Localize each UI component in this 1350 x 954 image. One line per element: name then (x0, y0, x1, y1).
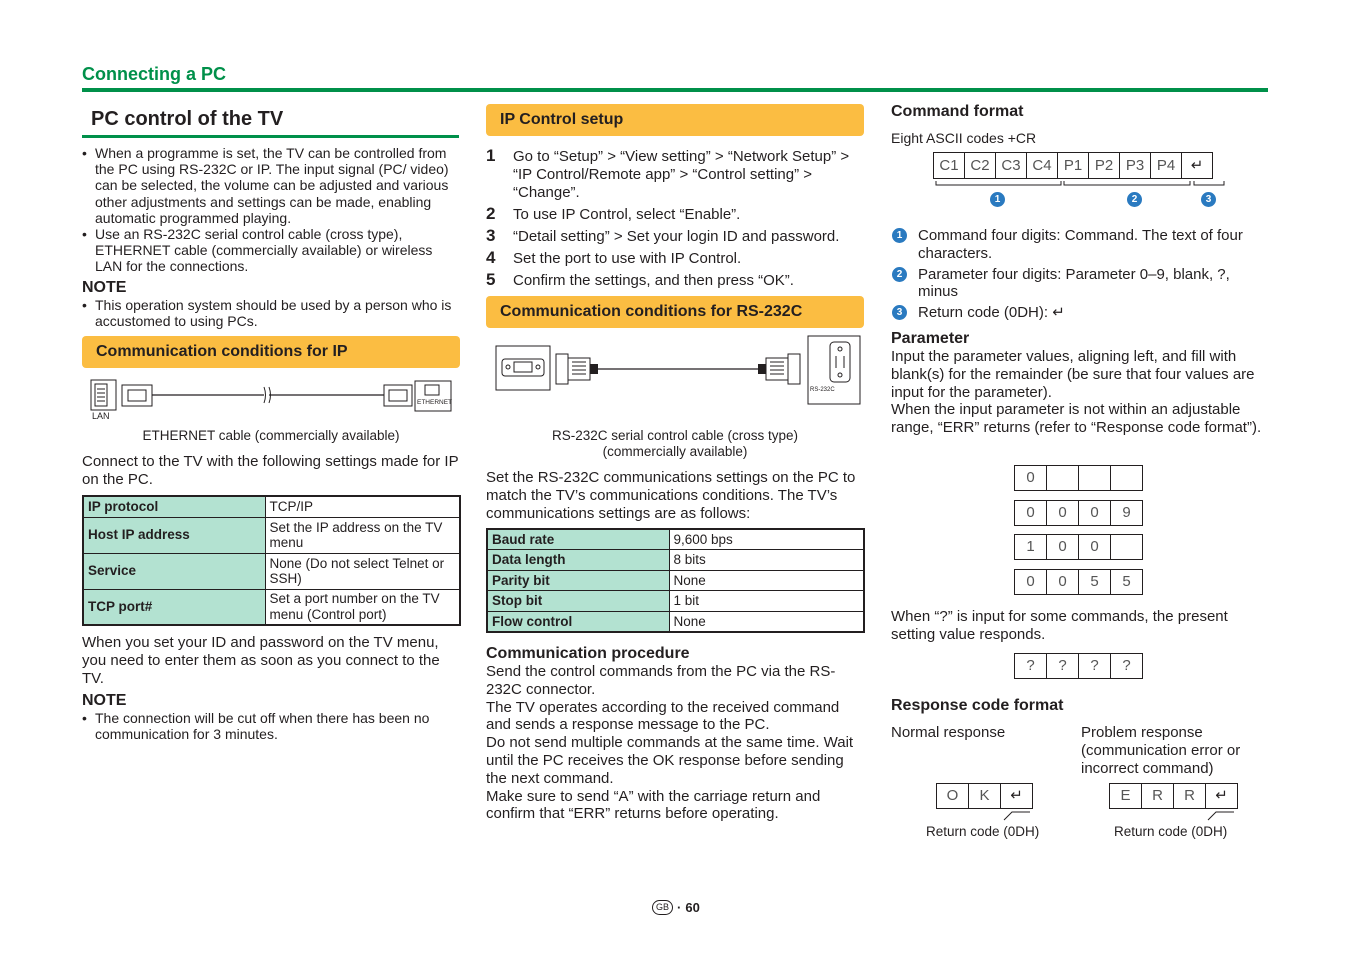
param-cell: 5 (1078, 569, 1111, 595)
response-cell: E (1109, 783, 1142, 809)
step-2 (486, 206, 864, 224)
table-row (83, 553, 460, 589)
param-cell (1110, 534, 1143, 560)
step-number: 2 (486, 204, 496, 223)
rs232c-port-label: RS-232C (810, 387, 835, 393)
list-item: • Use an RS-232C serial control cable (cross type), ETHERNET cable (commercially available) or wireless LAN for the connections. (82, 226, 460, 275)
note-title: NOTE (82, 279, 127, 296)
command-brackets (934, 180, 1226, 192)
param-cell (1110, 465, 1143, 491)
command-cell: C1 (933, 152, 965, 179)
table-value: 1 bit (669, 591, 864, 612)
paragraph: Do not send multiple commands at the same time. Wait until the PC receives the OK response before sending the next command. (486, 734, 854, 787)
question-cells (1015, 653, 1143, 679)
ip-intro: Connect to the TV with the following settings made for IP on the PC. (82, 453, 459, 488)
step-text: “Detail setting” > Set your login ID and password. (513, 228, 840, 245)
marker-2: 2 (1127, 192, 1142, 207)
table-value: None (669, 611, 864, 632)
marker-2: 2 (892, 267, 907, 282)
intro-bullets (82, 145, 460, 275)
table-key: Service (83, 553, 265, 589)
command-cell: C4 (1026, 152, 1058, 179)
param-cell: 0 (1078, 534, 1111, 560)
ethernet-label: ETHERNET (417, 399, 453, 406)
param-example-row (1015, 534, 1143, 560)
table-row (487, 550, 864, 571)
table-value: 8 bits (669, 550, 864, 571)
param-cell: 0 (1014, 465, 1047, 491)
return-code-caption: Return code (0DH) (1114, 824, 1228, 839)
table-key: Data length (487, 550, 669, 571)
parameter-title: Parameter (891, 330, 970, 347)
marker-1: 1 (892, 228, 907, 243)
parameter-text (891, 348, 1269, 437)
command-format-subtitle: Eight ASCII codes +CR (891, 130, 1037, 146)
table-row (83, 517, 460, 553)
step-number: 5 (486, 270, 496, 289)
param-cell: 0 (1078, 500, 1111, 526)
question-cell: ? (1014, 653, 1047, 679)
marker-1: 1 (990, 192, 1005, 207)
explanation-text: Return code (0DH): ↵ (918, 304, 1065, 322)
response-cell: O (936, 783, 969, 809)
param-cell: 5 (1110, 569, 1143, 595)
param-cell: 1 (1014, 534, 1047, 560)
param-cell (1078, 465, 1111, 491)
problem-response-label: Problem response (communication error or incorrect command) (1081, 724, 1241, 777)
rs232c-conditions-bar: Communication conditions for RS-232C (486, 296, 864, 328)
param-cell: 0 (1014, 500, 1047, 526)
format-explanations (891, 227, 1268, 322)
step-1 (486, 148, 864, 201)
list-item: • This operation system should be used by a person who is accustomed to using PCs. (82, 297, 460, 329)
table-value: Set the IP address on the TV menu (265, 517, 460, 553)
ip-settings-table (82, 495, 461, 626)
callout-pointer (1204, 808, 1240, 822)
table-value: 9,600 bps (669, 529, 864, 550)
table-row (487, 570, 864, 591)
paragraph: When the input parameter is not within an adjustable range, “ERR” returns (refer to “Response code format”). (891, 401, 1262, 437)
list-item: • The connection will be cut off when there has been no communication for 3 minutes. (82, 710, 460, 742)
table-key: Host IP address (83, 517, 265, 553)
region-badge: GB (652, 900, 673, 915)
connector-left-icon (556, 354, 598, 384)
rs232c-intro: Set the RS-232C communications settings on the PC to match the TV’s communications conditions. The TV’s communications settings are as follows: (486, 469, 856, 522)
ethernet-cable-diagram (88, 375, 454, 423)
table-key: Stop bit (487, 591, 669, 612)
note-title: NOTE (82, 692, 127, 709)
step-text: Go to “Setup” > “View setting” > “Network Setup” > “IP Control/Remote app” > “Control setting” > “Change”. (513, 148, 850, 201)
explanation-item (891, 304, 1268, 322)
question-cell: ? (1078, 653, 1111, 679)
problem-response-cells (1110, 783, 1238, 809)
normal-response-cells (937, 783, 1033, 809)
question-cell: ? (1110, 653, 1143, 679)
param-cell: 0 (1046, 500, 1079, 526)
footer-separator: · (677, 900, 682, 915)
parameter-cell: P2 (1088, 152, 1120, 179)
marker-3: 3 (892, 305, 907, 320)
parameter-cell: P4 (1150, 152, 1182, 179)
step-text: To use IP Control, select “Enable”. (513, 206, 741, 223)
note-bullets (82, 710, 460, 742)
rs232c-settings-table (486, 528, 865, 633)
normal-response-label: Normal response (891, 724, 1006, 741)
table-row (487, 591, 864, 612)
explanation-text: Parameter four digits: Parameter 0–9, blank, ?, minus (918, 265, 1230, 301)
parameter-cell: P3 (1119, 152, 1151, 179)
paragraph: Make sure to send “A” with the carriage return and confirm that “ERR” returns before operating. (486, 787, 821, 823)
response-cell: R (1173, 783, 1206, 809)
page-footer (652, 900, 700, 915)
page-number: 60 (685, 900, 700, 915)
table-value: Set a port number on the TV menu (Control port) (265, 589, 460, 625)
table-key: Parity bit (487, 570, 669, 591)
paragraph: Input the parameter values, aligning left, and fill with blank(s) for the remainder (be sure that four values are input for the parameter). (891, 348, 1255, 401)
list-item: • When a programme is set, the TV can be controlled from the PC using RS-232C or IP. The input signal (PC/ video) can be selected, the volume can be adjusted and various other adjustments and settings can be made, enabling automatic programmed playing. (82, 145, 460, 226)
step-number: 3 (486, 226, 496, 245)
command-format-title: Command format (891, 103, 1024, 120)
step-3 (486, 228, 864, 246)
param-cell: 0 (1046, 569, 1079, 595)
response-format-title: Response code format (891, 697, 1064, 714)
command-cell: C2 (964, 152, 996, 179)
table-value: None (Do not select Telnet or SSH) (265, 553, 460, 589)
ethernet-port-icon (415, 381, 451, 411)
lan-port-icon (91, 380, 116, 410)
question-cell: ? (1046, 653, 1079, 679)
pc-serial-port-icon (496, 346, 550, 390)
page-title: PC control of the TV (82, 104, 459, 138)
step-number: 1 (486, 146, 496, 165)
marker-3: 3 (1201, 192, 1216, 207)
return-code-cell: ↵ (1181, 152, 1213, 179)
section-divider (82, 88, 1268, 92)
connector-right-icon (758, 354, 800, 384)
callout-pointer (1000, 808, 1036, 822)
parameter-cell: P1 (1057, 152, 1089, 179)
table-key: Baud rate (487, 529, 669, 550)
explanation-item (891, 227, 1268, 263)
table-key: Flow control (487, 611, 669, 632)
paragraph: Send the control commands from the PC via the RS-232C connector. (486, 663, 836, 698)
table-row (83, 589, 460, 625)
lan-label: LAN (92, 411, 110, 421)
table-row (83, 496, 460, 517)
response-cell: R (1141, 783, 1174, 809)
param-example-row (1015, 500, 1143, 526)
table-key: IP protocol (83, 496, 265, 517)
step-text: Set the port to use with IP Control. (513, 250, 742, 267)
question-text: When “?” is input for some commands, the present setting value responds. (891, 608, 1228, 643)
param-cell: 9 (1110, 500, 1143, 526)
table-key: TCP port# (83, 589, 265, 625)
note-bullets (82, 297, 460, 329)
section-header: Connecting a PC (82, 64, 227, 84)
table-row (487, 529, 864, 550)
step-number: 4 (486, 248, 496, 267)
step-4 (486, 250, 864, 268)
table-value: None (669, 570, 864, 591)
ip-conditions-bar: Communication conditions for IP (82, 336, 460, 368)
param-cell: 0 (1046, 534, 1079, 560)
rs232c-caption: RS-232C serial control cable (cross type) (commercially available) (551, 428, 799, 459)
response-cell: K (968, 783, 1001, 809)
ip-setup-bar: IP Control setup (486, 104, 864, 136)
param-cell (1046, 465, 1079, 491)
procedure-title: Communication procedure (486, 645, 690, 662)
step-text: Confirm the settings, and then press “OK”. (513, 272, 794, 289)
return-code-caption: Return code (0DH) (926, 824, 1040, 839)
return-code-cell: ↵ (1205, 783, 1238, 809)
command-format-cells (934, 152, 1213, 179)
table-value: TCP/IP (265, 496, 460, 517)
explanation-text: Command four digits: Command. The text of four characters. (918, 227, 1243, 262)
rs232c-cable-diagram (494, 334, 862, 406)
param-cell: 0 (1014, 569, 1047, 595)
id-password-text: When you set your ID and password on the TV menu, you need to enter them as soon as you connect to the TV. (82, 634, 440, 687)
param-example-row (1015, 465, 1143, 491)
ethernet-caption: ETHERNET cable (commercially available) (142, 428, 400, 443)
explanation-item (891, 266, 1268, 302)
tv-rs232c-port-icon (808, 336, 860, 404)
command-cell: C3 (995, 152, 1027, 179)
plug-right-icon (384, 385, 412, 406)
step-5 (486, 272, 864, 290)
paragraph: The TV operates according to the received command and sends a response message to the PC. (486, 698, 840, 734)
plug-left-icon (122, 385, 152, 406)
procedure-text (486, 663, 864, 823)
param-example-row (1015, 569, 1143, 595)
return-code-cell: ↵ (1000, 783, 1033, 809)
table-row (487, 611, 864, 632)
